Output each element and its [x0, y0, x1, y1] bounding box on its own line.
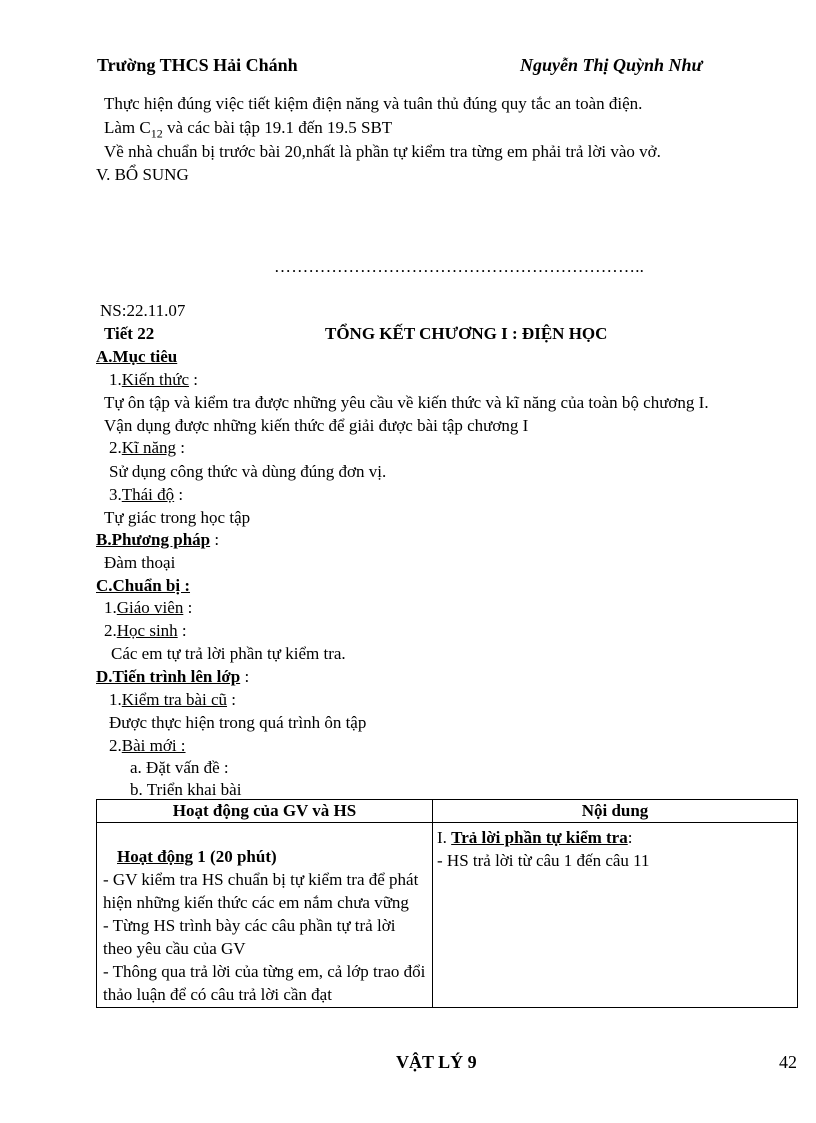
lesson-number: Tiết 22 — [104, 324, 155, 343]
page-number: 42 — [779, 1052, 797, 1072]
c2-text: Các em tự trả lời phần tự kiểm tra. — [111, 644, 346, 663]
activity-cell — [97, 823, 433, 1008]
d2-item-a: a. Đặt vấn đề : — [130, 758, 229, 777]
footer-subject: VẬT LÝ 9 — [396, 1052, 477, 1072]
table-header-content: Nội dung — [433, 800, 798, 823]
school-name: Trường THCS Hải Chánh — [97, 55, 298, 75]
a1-heading: 1.Kiến thức : — [109, 370, 199, 389]
table-row — [97, 823, 798, 1008]
a1-text-1: Tự ôn tập và kiểm tra được những yêu cầu về kiến thức và kĩ năng của toàn bộ chương I. — [104, 393, 709, 412]
section-a-title: A.Mục tiêu — [96, 347, 178, 366]
b-text: Đàm thoại — [104, 553, 176, 572]
intro-line-2: Làm $C_{12}$ và các bài tập 19.1 đến 19.5 SBT — [104, 118, 393, 141]
d1-heading: 1.Kiểm tra bài cũ : — [109, 690, 236, 709]
lesson-plan-table — [96, 799, 798, 1008]
lesson-title: TỔNG KẾT CHƯƠNG I : ĐIỆN HỌC — [325, 324, 608, 343]
d1-text: Được thực hiện trong quá trình ôn tập — [109, 713, 367, 732]
c1-heading: 1.Giáo viên : — [104, 598, 193, 617]
activity-heading: Hoạt động 1 (20 phút) — [117, 847, 277, 866]
section-d-title: D.Tiến trình lên lớp : — [96, 667, 250, 686]
intro-line-1: Thực hiện đúng việc tiết kiệm điện năng và tuân thủ đúng quy tắc an toàn điện. — [104, 94, 643, 113]
d2-heading: 2.Bài mới : — [109, 736, 186, 755]
content-line-1: - HS trả lời từ câu 1 đến câu 11 — [437, 851, 650, 870]
a1-text-2: Vận dụng được những kiến thức để giải được bài tập chương I — [104, 416, 529, 435]
lesson-date: NS:22.11.07 — [100, 301, 186, 320]
a3-heading: 3.Thái độ : — [109, 485, 184, 504]
intro-line-3: Về nhà chuẩn bị trước bài 20,nhất là phần tự kiểm tra từng em phải trả lời vào vở. — [104, 142, 661, 161]
section-c-title: C.Chuẩn bị : — [96, 576, 191, 595]
a2-text: Sử dụng công thức và dùng đúng đơn vị. — [109, 462, 387, 481]
section-b-title: B.Phương pháp : — [96, 530, 220, 549]
c2-heading: 2.Học sinh : — [104, 621, 187, 640]
a2-heading: 2.Kĩ năng : — [109, 438, 186, 457]
teacher-name: Nguyễn Thị Quỳnh Như — [520, 55, 703, 75]
d2-item-b: b. Triển khai bài — [130, 780, 242, 799]
table-header-activity: Hoạt động của GV và HS — [97, 800, 433, 823]
dotted-separator: ……………………………………………………….. — [274, 257, 645, 276]
supplement-heading: V. BỔ SUNG — [96, 165, 189, 184]
activity-line-1: - GV kiểm tra HS chuẩn bị tự kiểm tra để phát hiện những kiến thức các em nắm chưa vững — [103, 870, 419, 912]
content-heading: I. Trả lời phần tự kiểm tra: — [437, 828, 633, 847]
activity-line-2: - Từng HS trình bày các câu phần tự trả lời theo yêu cầu của GV — [103, 916, 396, 958]
a3-text: Tự giác trong học tập — [104, 508, 251, 527]
content-cell — [433, 823, 798, 1008]
activity-line-3: - Thông qua trả lời của từng em, cả lớp trao đổi thảo luận để có câu trả lời cần đạt — [103, 962, 426, 1004]
